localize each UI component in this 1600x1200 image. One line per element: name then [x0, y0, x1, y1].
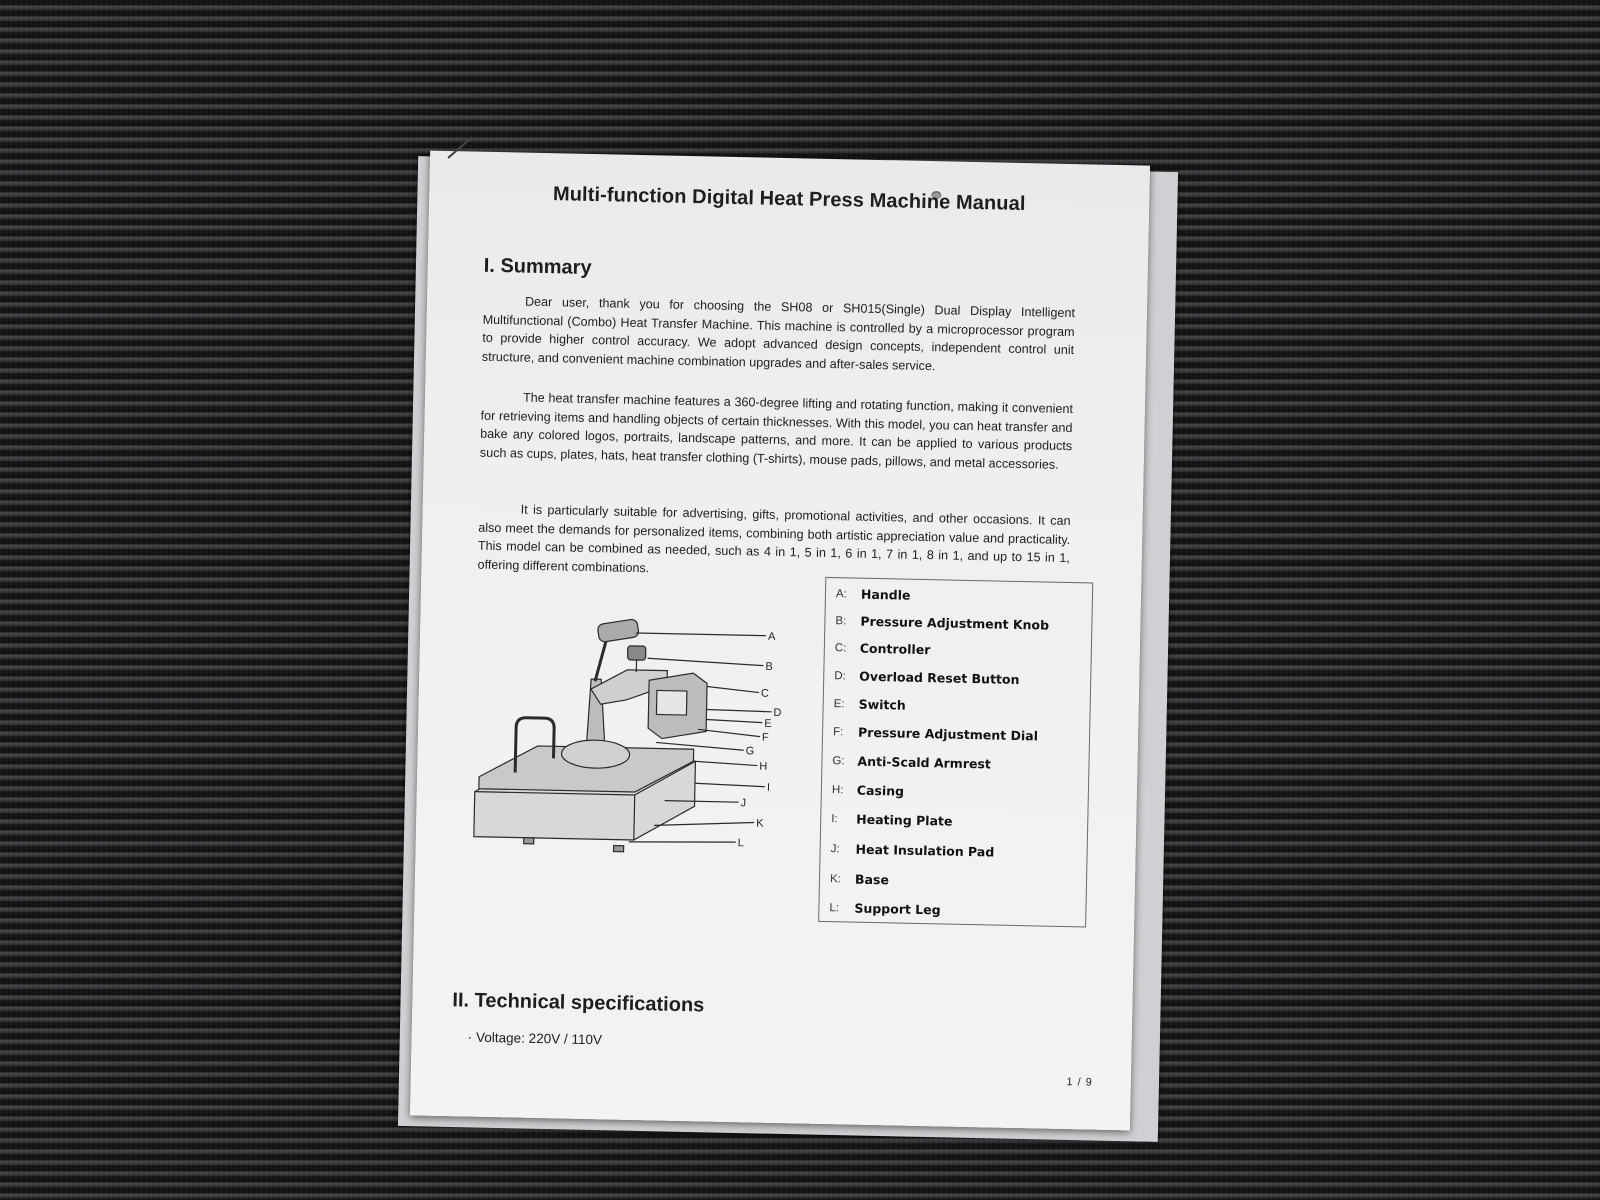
spec-item: · Voltage: 220V / 110V: [467, 1029, 603, 1048]
summary-paragraph-2: The heat transfer machine features a 360-degree lifting and rotating function, making it convenient for retrieving items and handling objects of certain thicknesses. With this model, you can heat transfer and bake any colored logos, portraits, landscape patterns, and more. It can be applied to various products such as cups, plates, hats, heat transfer clothing (T-shirts), mouse pads, pillows, and metal accessories.: [479, 390, 1074, 472]
part-name: Handle: [860, 586, 911, 603]
part-name: Casing: [856, 782, 905, 799]
tech-specs-heading: II. Technical specifications: [452, 989, 705, 1017]
diagram-label-g: G: [745, 745, 755, 758]
part-item: [830, 841, 994, 859]
part-name: Anti-Scald Armrest: [857, 753, 991, 772]
parts-legend: [818, 577, 1093, 928]
part-item: [834, 668, 1020, 687]
part-name: Pressure Adjustment Dial: [857, 724, 1039, 744]
part-item: [835, 613, 1049, 632]
heat-press-diagram: [463, 606, 798, 873]
manual-page: [410, 151, 1150, 1131]
manual-title: Multi-function Digital Heat Press Machine Manual: [552, 183, 1026, 216]
pencil-mark: [447, 136, 473, 158]
part-letter: B:: [835, 614, 847, 627]
diagram-label-b: B: [765, 660, 773, 673]
part-name: Switch: [858, 696, 906, 713]
voltage-spec: Voltage: 220V / 110V: [475, 1029, 603, 1048]
part-letter: L:: [829, 901, 840, 914]
diagram-label-a: A: [767, 630, 776, 643]
diagram-label-k: K: [756, 817, 764, 830]
part-item: [830, 871, 889, 887]
part-letter: K:: [829, 872, 842, 885]
part-letter: C:: [834, 641, 847, 654]
part-name: Pressure Adjustment Knob: [860, 613, 1050, 633]
part-name: Overload Reset Button: [859, 668, 1020, 688]
part-name: Heat Insulation Pad: [855, 841, 995, 860]
part-name: Base: [854, 871, 890, 888]
part-item: [835, 640, 931, 657]
part-item: [833, 724, 1038, 743]
part-letter: E:: [833, 697, 845, 710]
diagram-label-c: C: [760, 687, 769, 700]
diagram-label-e: E: [764, 717, 772, 730]
diagram-label-i: I: [766, 781, 771, 794]
part-item: [829, 900, 941, 917]
part-item: [832, 753, 991, 771]
part-letter: G:: [832, 754, 845, 767]
part-name: Heating Plate: [856, 811, 953, 829]
part-letter: H:: [831, 783, 844, 796]
part-item: [831, 811, 952, 829]
part-item: [836, 586, 911, 603]
part-letter: I:: [831, 812, 838, 825]
diagram-label-f: F: [761, 731, 769, 744]
part-name: Support Leg: [854, 900, 941, 918]
part-letter: J:: [830, 842, 840, 855]
diagram-label-d: D: [773, 706, 782, 720]
summary-paragraph-1: Dear user, thank you for choosing the SH08 or SH015(Single) Dual Display Intelligent Multifunctional (Combo) Heat Transfer Machine. This machine is controlled by a microprocessor program to provide higher control accuracy. We adopt advanced design concepts, independent control unit structure, and convenient machine combination upgrades and after-sales service.: [481, 294, 1076, 373]
part-item: [834, 696, 906, 713]
part-item: [832, 782, 904, 799]
part-letter: F:: [832, 725, 844, 738]
page-number: 1 / 9: [1066, 1076, 1093, 1089]
diagram-label-l: L: [737, 837, 744, 850]
part-name: Controller: [859, 640, 931, 658]
summary-paragraph-3: It is particularly suitable for advertising, gifts, promotional activities, and other occasions. It can also meet the demands for personalized items, combining both artistic appreciation value and practicality. This model can be combined as needed, such as 4 in 1, 5 in 1, 6 in 1, 7 in 1, 8 in 1, and up to 15 in 1, offering different combinations.: [477, 502, 1071, 575]
summary-heading: I. Summary: [483, 254, 592, 279]
diagram-label-j: J: [740, 797, 747, 810]
diagram-label-h: H: [759, 760, 768, 773]
part-letter: D:: [834, 669, 846, 682]
part-letter: A:: [835, 587, 847, 600]
